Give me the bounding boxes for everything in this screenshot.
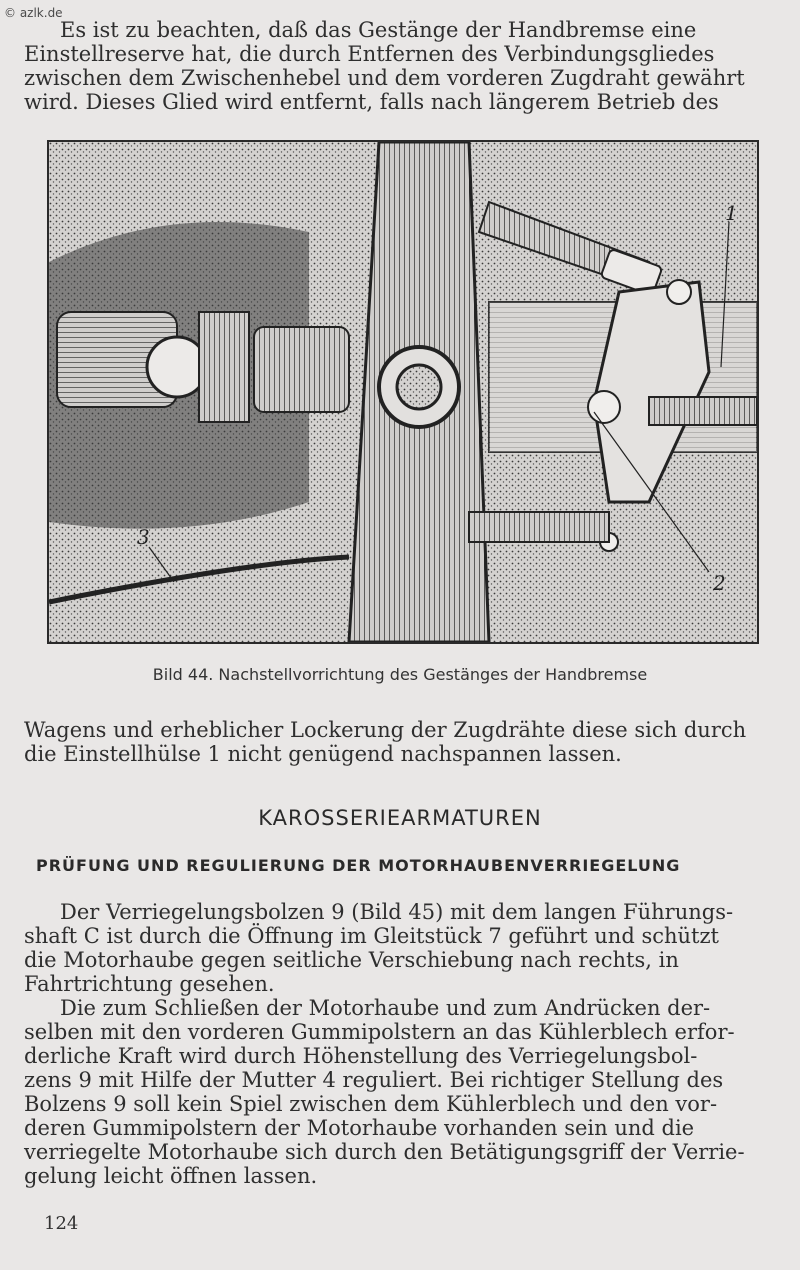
- paragraph-2: [24, 996, 764, 1188]
- text-line: deren Gummipolstern der Motorhaube vorhanden sein und die: [24, 1116, 695, 1140]
- text-line: shaft C ist durch die Öffnung im Gleitstück 7 geführt und schützt: [24, 924, 719, 948]
- text-line: zwischen dem Zwischenhebel und dem vorderen Zugdraht gewährt: [24, 66, 745, 90]
- text-line: Fahrtrichtung gesehen.: [24, 972, 275, 996]
- text-line: derliche Kraft wird durch Höhenstellung des Verriegelungsbol-: [24, 1044, 698, 1068]
- figure-illustration: [47, 140, 759, 644]
- paragraph-1: [24, 900, 764, 996]
- text-line: Wagens und erheblicher Lockerung der Zugdrähte diese sich durch: [24, 718, 747, 742]
- figure-label-1: 1: [725, 201, 738, 225]
- text-line: die Einstellhülse 1 nicht genügend nachspannen lassen.: [24, 742, 622, 766]
- text-line: zens 9 mit Hilfe der Mutter 4 reguliert. Bei richtiger Stellung des: [24, 1068, 724, 1092]
- figure-label-2: 2: [713, 571, 726, 595]
- text-line: Der Verriegelungsbolzen 9 (Bild 45) mit dem langen Führungs-: [60, 900, 734, 924]
- paragraph-top: [24, 18, 764, 114]
- text-line: wird. Dieses Glied wird entfernt, falls nach längerem Betrieb des: [24, 90, 719, 114]
- watermark: © azlk.de: [4, 6, 63, 20]
- text-line: Die zum Schließen der Motorhaube und zum Andrücken der-: [60, 996, 711, 1020]
- paragraph-after-figure: [24, 718, 764, 766]
- figure-caption: Bild 44. Nachstellvorrichtung des Gestänges der Handbremse: [152, 665, 648, 684]
- figure-label-3: 3: [137, 525, 150, 549]
- section-heading: KAROSSERIEARMATUREN: [258, 806, 542, 830]
- handbrake-linkage-drawing: [49, 142, 757, 642]
- text-line: selben mit den vorderen Gummipolstern an das Kühlerblech erfor-: [24, 1020, 735, 1044]
- text-line: Einstellreserve hat, die durch Entfernen des Verbindungsgliedes: [24, 42, 715, 66]
- text-line: Bolzens 9 soll kein Spiel zwischen dem Kühlerblech und den vor-: [24, 1092, 718, 1116]
- page-number: 124: [44, 1213, 79, 1234]
- text-line: gelung leicht öffnen lassen.: [24, 1164, 318, 1188]
- text-line: Es ist zu beachten, daß das Gestänge der Handbremse eine: [60, 18, 697, 42]
- text-line: verriegelte Motorhaube sich durch den Betätigungsgriff der Verrie-: [24, 1140, 745, 1164]
- subsection-heading: PRÜFUNG UND REGULIERUNG DER MOTORHAUBENVERRIEGELUNG: [36, 856, 681, 875]
- text-line: die Motorhaube gegen seitliche Verschiebung nach rechts, in: [24, 948, 679, 972]
